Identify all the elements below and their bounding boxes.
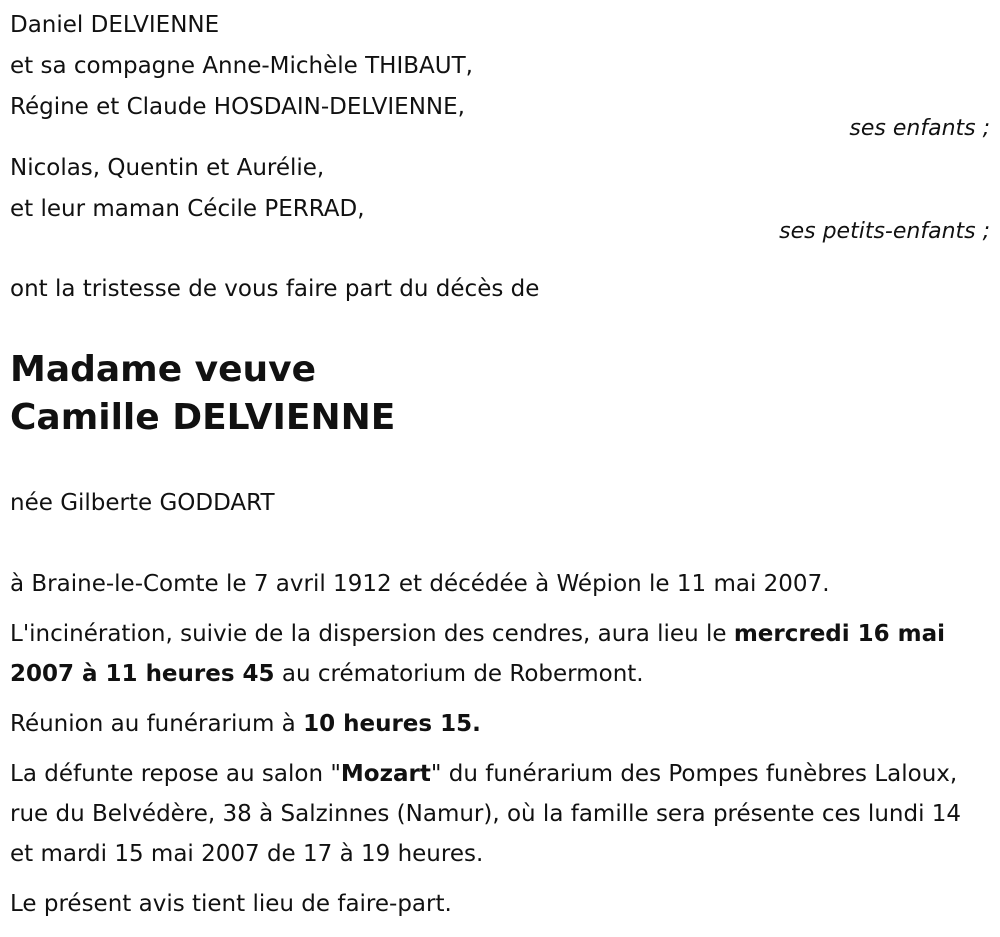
rest-post: " du funérarium des Pompes funèbres Laloux, rue du Belvédère, 38 à Salzinnes (Namur), où la famille sera présente ces lundi 14 et mardi 15 mai 2007 de 17 à 19 heures. [10, 761, 962, 867]
announcement [10, 269, 539, 310]
meeting-time: 10 heures 15. [303, 711, 481, 737]
deceased-name-line-1: Madame veuve [10, 349, 317, 390]
meeting-pre: Réunion au funérarium à [10, 711, 304, 737]
cremation-post: au crématorium de Robermont. [274, 661, 644, 687]
deceased-name-line-2: Camille DELVIENNE [10, 397, 396, 438]
meeting-text [10, 704, 990, 744]
deceased-name [10, 346, 395, 442]
role-grandchildren-label: ses petits-enfants ; [779, 219, 990, 244]
rest-pre: La défunte repose au salon " [10, 761, 341, 787]
family-line-2: et sa compagne Anne-Michèle THIBAUT, [10, 53, 473, 79]
born-name [10, 483, 275, 524]
family-line-1: Daniel DELVIENNE [10, 12, 220, 38]
role-children-label: ses enfants ; [849, 116, 990, 141]
family-line-3: Régine et Claude HOSDAIN-DELVIENNE, [10, 94, 465, 120]
cremation-pre: L'incinération, suivie de la dispersion des cendres, aura lieu le [10, 621, 734, 647]
birth-death-text: à Braine-le-Comte le 7 avril 1912 et décédée à Wépion le 11 mai 2007. [10, 571, 830, 597]
rest-text [10, 754, 975, 874]
family-line-5: et leur maman Cécile PERRAD, [10, 196, 365, 222]
details [10, 564, 990, 924]
role-children [10, 116, 990, 142]
announcement-text: ont la tristesse de vous faire part du décès de [10, 276, 540, 302]
family-grandchildren [10, 148, 365, 230]
cremation-text [10, 614, 970, 694]
role-grandchildren [10, 219, 990, 245]
family-line-4: Nicolas, Quentin et Aurélie, [10, 155, 325, 181]
closing-text: Le présent avis tient lieu de faire-part. [10, 891, 452, 917]
born-name-text: née Gilberte GODDART [10, 490, 275, 516]
salon-name: Mozart [340, 761, 431, 787]
family-children [10, 5, 473, 128]
cremation-date: mercredi 16 mai 2007 à 11 heures 45 [10, 621, 946, 687]
